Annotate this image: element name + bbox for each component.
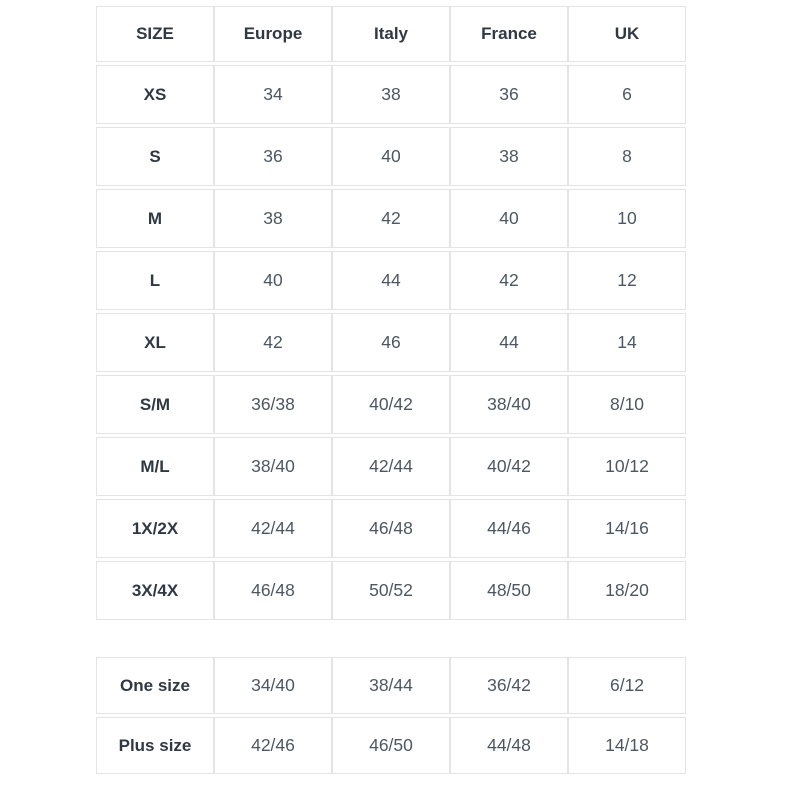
value-cell: 44 xyxy=(332,251,450,310)
size-table-header xyxy=(96,6,686,62)
value-cell: 8/10 xyxy=(568,375,686,434)
size-label-cell: XL xyxy=(96,313,214,372)
value-cell: 14/18 xyxy=(568,717,686,774)
value-cell: 44/48 xyxy=(450,717,568,774)
value-cell: 14 xyxy=(568,313,686,372)
size-label-cell: M xyxy=(96,189,214,248)
table-row xyxy=(96,313,686,372)
value-cell: 38 xyxy=(450,127,568,186)
header-cell: France xyxy=(450,6,568,62)
table-row xyxy=(96,189,686,248)
value-cell: 44/46 xyxy=(450,499,568,558)
value-cell: 10/12 xyxy=(568,437,686,496)
value-cell: 50/52 xyxy=(332,561,450,620)
table-row xyxy=(96,127,686,186)
header-cell: Europe xyxy=(214,6,332,62)
value-cell: 12 xyxy=(568,251,686,310)
value-cell: 48/50 xyxy=(450,561,568,620)
table-row xyxy=(96,375,686,434)
value-cell: 42/46 xyxy=(214,717,332,774)
size-label-cell: L xyxy=(96,251,214,310)
size-label-cell: 1X/2X xyxy=(96,499,214,558)
header-cell: SIZE xyxy=(96,6,214,62)
value-cell: 40/42 xyxy=(450,437,568,496)
size-label-cell: S xyxy=(96,127,214,186)
value-cell: 40 xyxy=(450,189,568,248)
value-cell: 38/40 xyxy=(450,375,568,434)
table-row xyxy=(96,561,686,620)
value-cell: 18/20 xyxy=(568,561,686,620)
table-row xyxy=(96,251,686,310)
table-row xyxy=(96,717,686,774)
table-row xyxy=(96,437,686,496)
value-cell: 6/12 xyxy=(568,657,686,714)
value-cell: 38/40 xyxy=(214,437,332,496)
value-cell: 14/16 xyxy=(568,499,686,558)
value-cell: 46/50 xyxy=(332,717,450,774)
value-cell: 42 xyxy=(214,313,332,372)
size-label-cell: One size xyxy=(96,657,214,714)
size-label-cell: S/M xyxy=(96,375,214,434)
value-cell: 40 xyxy=(332,127,450,186)
size-label-cell: Plus size xyxy=(96,717,214,774)
value-cell: 42/44 xyxy=(332,437,450,496)
value-cell: 36/38 xyxy=(214,375,332,434)
value-cell: 36 xyxy=(450,65,568,124)
size-label-cell: M/L xyxy=(96,437,214,496)
value-cell: 38 xyxy=(332,65,450,124)
value-cell: 42 xyxy=(332,189,450,248)
size-conversion-table xyxy=(96,3,686,623)
value-cell: 36/42 xyxy=(450,657,568,714)
value-cell: 34 xyxy=(214,65,332,124)
value-cell: 8 xyxy=(568,127,686,186)
special-size-table xyxy=(96,654,686,777)
value-cell: 42 xyxy=(450,251,568,310)
table-row xyxy=(96,499,686,558)
value-cell: 46 xyxy=(332,313,450,372)
header-cell: Italy xyxy=(332,6,450,62)
size-label-cell: XS xyxy=(96,65,214,124)
value-cell: 34/40 xyxy=(214,657,332,714)
value-cell: 42/44 xyxy=(214,499,332,558)
value-cell: 38 xyxy=(214,189,332,248)
header-cell: UK xyxy=(568,6,686,62)
value-cell: 36 xyxy=(214,127,332,186)
table-row xyxy=(96,65,686,124)
value-cell: 44 xyxy=(450,313,568,372)
value-cell: 46/48 xyxy=(332,499,450,558)
value-cell: 46/48 xyxy=(214,561,332,620)
value-cell: 10 xyxy=(568,189,686,248)
table-row xyxy=(96,657,686,714)
header-row xyxy=(96,6,686,62)
size-label-cell: 3X/4X xyxy=(96,561,214,620)
value-cell: 40/42 xyxy=(332,375,450,434)
value-cell: 38/44 xyxy=(332,657,450,714)
value-cell: 6 xyxy=(568,65,686,124)
value-cell: 40 xyxy=(214,251,332,310)
